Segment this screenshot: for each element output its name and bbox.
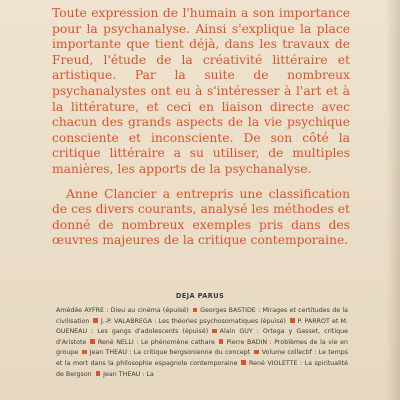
blurb-paragraph-1: Toute expression de l'humain a son importance pour la psychanalyse. Ainsi s'explique la place importante que tient déjà, dans les travaux de Freud, l'étude de la créativité littéraire et artistique. Par la suite de nombreux psychanalystes ont eu à s'intéresser à l'art et à la littérature, et ceci en liaison directe avec chacun des grands aspects de la vie psychique consciente et inconsciente. De son côté la critique littéraire a su utiliser, de multiples manières, les apports de la psychanalyse. xyxy=(52,6,350,176)
blurb-text xyxy=(52,6,350,258)
bullet-square-icon xyxy=(193,308,198,313)
deja-parus-heading: DEJA PARUS xyxy=(175,292,225,300)
catalog-entry: P. PARROT et M. GUENEAU : Les gangs d'adolescents (épuisé) xyxy=(56,317,348,336)
deja-parus-list xyxy=(56,306,348,380)
catalog-entry: René VIOLETTE : La spiritualité de Bergson xyxy=(56,359,348,378)
catalog-entry: Alain GUY : Ortega y Gasset, critique d'Aristote xyxy=(56,328,348,346)
page-edge-shadow xyxy=(386,0,400,400)
catalog-entry: Jean THEAU : La critique bergsonienne du concept xyxy=(89,349,251,357)
catalog-entry: Jean THEAU : La xyxy=(103,370,154,378)
blurb-paragraph-2: Anne Clancier a entrepris une classification de ces divers courants, analysé les méthodes et donné de nombreux exemples pris dans des œuvres majeures de la critique contemporaine. xyxy=(52,186,350,248)
catalog-entry: Volume collectif : Le temps et la mort dans la philosophie espagnole contemporaine xyxy=(56,349,348,367)
catalog-entry: Georges BASTIDE : Mirages et certitudes de la civilisation xyxy=(56,307,348,325)
bullet-square-icon xyxy=(93,318,98,323)
bullet-square-icon xyxy=(96,371,101,376)
bullet-square-icon xyxy=(90,339,95,344)
bullet-square-icon xyxy=(290,318,295,323)
catalog-entry: J.-P. VALABREGA : Les théories psychosomatiques (épuisé) xyxy=(100,317,286,325)
catalog-entry: Pierre BADIN : Problèmes de la vie en groupe xyxy=(56,338,349,357)
bullet-square-icon xyxy=(82,350,87,355)
bullet-square-icon xyxy=(254,350,259,355)
bullet-square-icon xyxy=(212,329,217,334)
catalog-entry: Amédée AYFRE : Dieu au cinéma (épuisé) xyxy=(56,307,189,314)
catalog-entry: René NELLI : Le phénomène cathare xyxy=(97,338,215,346)
bullet-square-icon xyxy=(241,360,246,365)
bullet-square-icon xyxy=(219,339,224,344)
